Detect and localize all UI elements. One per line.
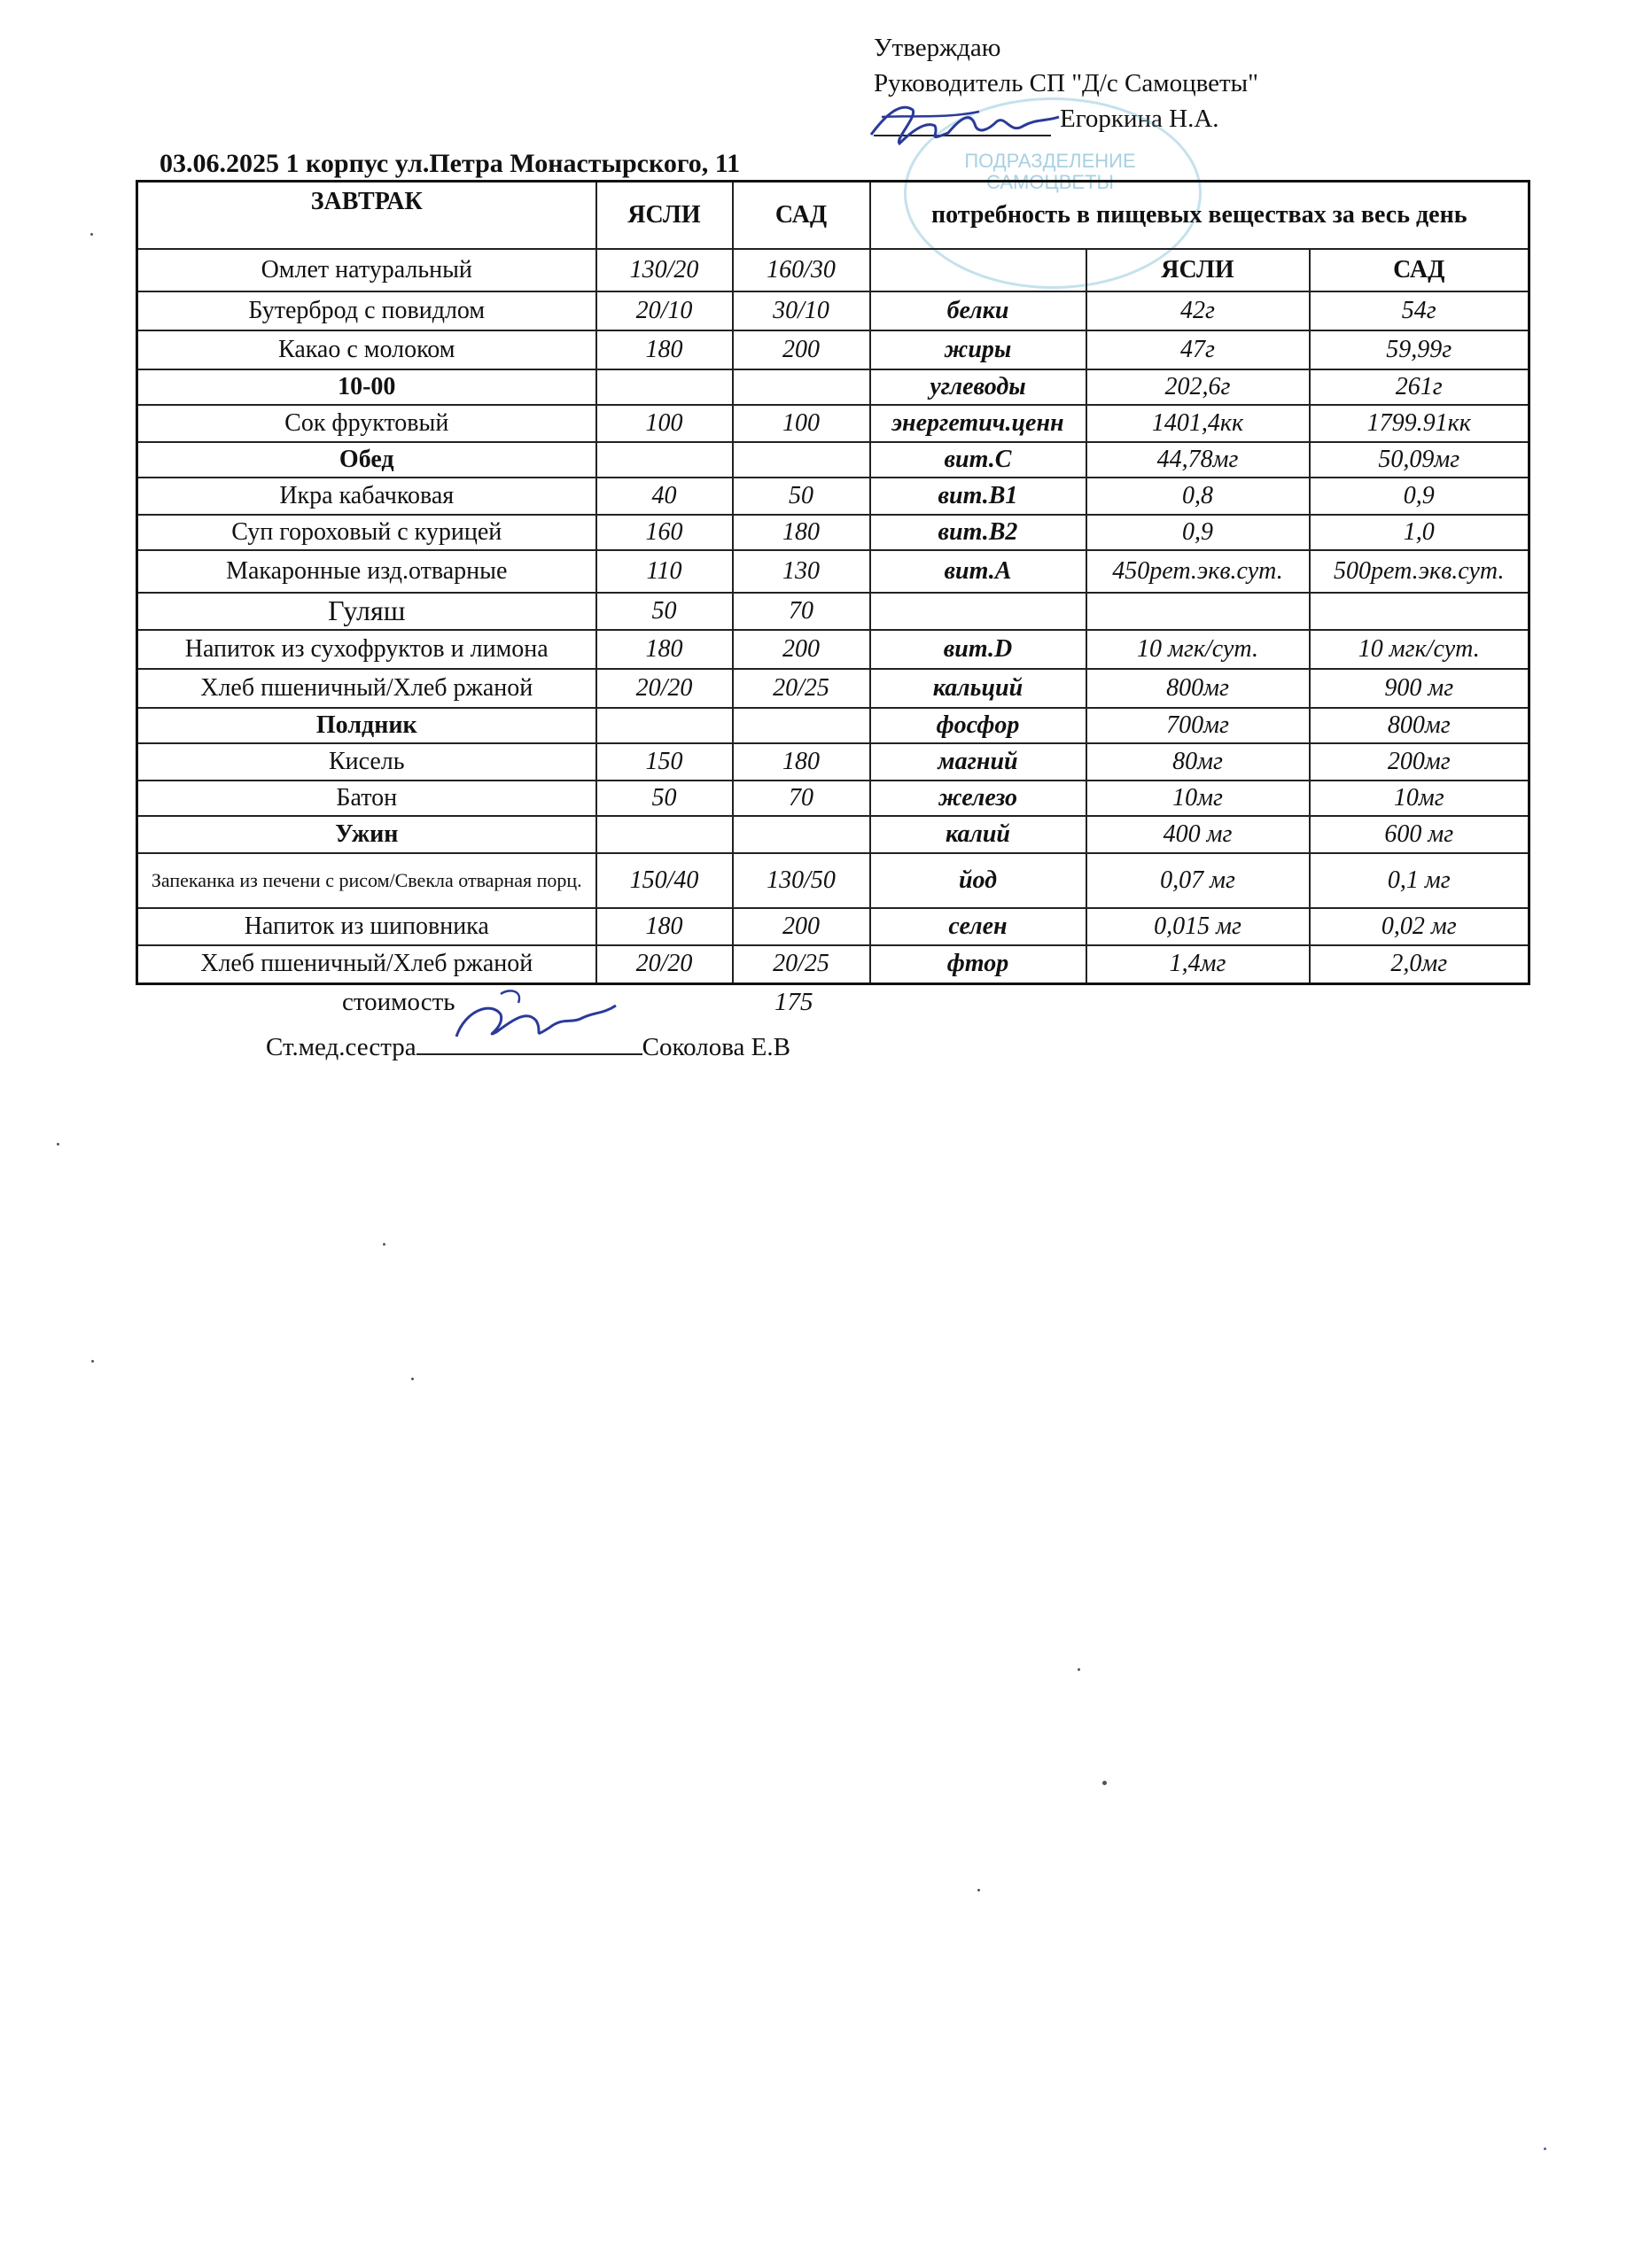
dish-name: Запеканка из печени с рисом/Свекла отварная порц.	[137, 853, 596, 908]
dish-name: Батон	[137, 781, 596, 816]
meal-section-label: Обед	[137, 442, 596, 478]
header-needs: потребность в пищевых веществах за весь день	[870, 182, 1529, 249]
portion-nursery: 40	[596, 478, 733, 515]
document-title: 03.06.2025 1 корпус ул.Петра Монастырского, 11	[160, 149, 741, 178]
nutrient-kindergarten: 59,99г	[1310, 330, 1529, 369]
nutrient-nursery: 400 мг	[1086, 816, 1310, 853]
dish-name: Макаронные изд.отварные	[137, 550, 596, 593]
portion-kindergarten: 20/25	[733, 669, 870, 708]
approval-title: Утверждаю	[874, 34, 1001, 62]
nutrient-nursery: 42г	[1086, 291, 1310, 330]
nutrient-kindergarten: 1799.91кк	[1310, 405, 1529, 442]
dish-name: Сок фруктовый	[137, 405, 596, 442]
portion-kindergarten: 200	[733, 908, 870, 945]
table-row	[137, 630, 1529, 669]
nutrient-name: жиры	[870, 330, 1086, 369]
nutrient-name: фосфор	[870, 708, 1086, 743]
nutrient-nursery: 700мг	[1086, 708, 1310, 743]
dish-name: Суп гороховый с курицей	[137, 515, 596, 550]
portion-kindergarten: 70	[733, 781, 870, 816]
nutrient-name	[870, 249, 1086, 291]
nutrient-nursery: 1401,4кк	[1086, 405, 1310, 442]
table-row	[137, 593, 1529, 630]
table-row	[137, 708, 1529, 743]
nurse-signature	[448, 983, 642, 1054]
portion-kindergarten: 200	[733, 330, 870, 369]
portion-kindergarten: 130/50	[733, 853, 870, 908]
table-row	[137, 550, 1529, 593]
portion-kindergarten: 130	[733, 550, 870, 593]
scan-speck	[411, 1378, 414, 1380]
nutrient-kindergarten: 0,1 мг	[1310, 853, 1529, 908]
portion-kindergarten: 20/25	[733, 945, 870, 984]
needs-subheader-nursery: ЯСЛИ	[1086, 249, 1310, 291]
nutrient-kindergarten: 54г	[1310, 291, 1529, 330]
scan-speck	[57, 1143, 59, 1146]
nutrient-kindergarten: 10мг	[1310, 781, 1529, 816]
nutrient-name: железо	[870, 781, 1086, 816]
portion-nursery	[596, 816, 733, 853]
nutrient-kindergarten	[1310, 593, 1529, 630]
portion-nursery: 110	[596, 550, 733, 593]
portion-nursery: 50	[596, 593, 733, 630]
nutrient-kindergarten: 261г	[1310, 369, 1529, 405]
portion-nursery: 20/20	[596, 669, 733, 708]
portion-nursery: 180	[596, 630, 733, 669]
nutrient-name: вит.С	[870, 442, 1086, 478]
table-row	[137, 669, 1529, 708]
nutrient-name: энергетич.ценн	[870, 405, 1086, 442]
nutrient-name: вит.D	[870, 630, 1086, 669]
table-row	[137, 405, 1529, 442]
nutrient-nursery: 10 мгк/сут.	[1086, 630, 1310, 669]
scan-speck	[977, 1889, 980, 1891]
nutrient-nursery: 202,6г	[1086, 369, 1310, 405]
dish-name: Омлет натуральный	[137, 249, 596, 291]
portion-kindergarten: 70	[733, 593, 870, 630]
needs-subheader-kindergarten: САД	[1310, 249, 1529, 291]
nutrient-name: магний	[870, 743, 1086, 781]
nutrient-kindergarten: 2,0мг	[1310, 945, 1529, 984]
nutrient-name	[870, 593, 1086, 630]
stamp-line-1: ПОДРАЗДЕЛЕНИЕ	[964, 150, 1136, 172]
nutrient-nursery: 44,78мг	[1086, 442, 1310, 478]
portion-kindergarten	[733, 708, 870, 743]
portion-nursery	[596, 369, 733, 405]
portion-kindergarten: 100	[733, 405, 870, 442]
table-row	[137, 442, 1529, 478]
portion-nursery: 50	[596, 781, 733, 816]
nurse-name: Соколова Е.В	[642, 1033, 790, 1061]
nutrient-kindergarten: 800мг	[1310, 708, 1529, 743]
meal-section-label: Полдник	[137, 708, 596, 743]
nutrient-kindergarten: 10 мгк/сут.	[1310, 630, 1529, 669]
portion-nursery: 150	[596, 743, 733, 781]
nutrient-nursery: 800мг	[1086, 669, 1310, 708]
table-row	[137, 291, 1529, 330]
meal-section-label: Ужин	[137, 816, 596, 853]
portion-kindergarten: 160/30	[733, 249, 870, 291]
portion-nursery: 20/10	[596, 291, 733, 330]
portion-nursery: 180	[596, 908, 733, 945]
approval-signer-name: Егоркина Н.А.	[1060, 105, 1219, 133]
header-kindergarten: САД	[733, 182, 870, 249]
portion-nursery: 180	[596, 330, 733, 369]
meal-section-label: 10-00	[137, 369, 596, 405]
portion-kindergarten: 180	[733, 515, 870, 550]
nutrient-name: вит.В1	[870, 478, 1086, 515]
nutrient-kindergarten: 500рет.экв.сут.	[1310, 550, 1529, 593]
table-row	[137, 515, 1529, 550]
scan-speck	[91, 1360, 94, 1363]
nutrient-kindergarten: 900 мг	[1310, 669, 1529, 708]
menu-table	[136, 180, 1530, 985]
nutrient-name: углеводы	[870, 369, 1086, 405]
nutrient-name: кальций	[870, 669, 1086, 708]
director-signature	[864, 99, 1068, 152]
dish-name: Икра кабачковая	[137, 478, 596, 515]
nutrient-nursery: 450рет.экв.сут.	[1086, 550, 1310, 593]
table-row	[137, 478, 1529, 515]
cost-value: 175	[774, 988, 813, 1016]
scan-speck	[1078, 1668, 1080, 1671]
nutrient-kindergarten: 0,02 мг	[1310, 908, 1529, 945]
table-row	[137, 853, 1529, 908]
scan-speck	[1544, 2148, 1546, 2150]
portion-kindergarten	[733, 816, 870, 853]
table-row	[137, 908, 1529, 945]
table-row	[137, 369, 1529, 405]
nutrient-kindergarten: 0,9	[1310, 478, 1529, 515]
nutrient-nursery: 0,07 мг	[1086, 853, 1310, 908]
scan-speck	[383, 1243, 385, 1246]
portion-nursery: 150/40	[596, 853, 733, 908]
portion-nursery: 100	[596, 405, 733, 442]
portion-kindergarten: 30/10	[733, 291, 870, 330]
portion-nursery	[596, 708, 733, 743]
portion-kindergarten	[733, 369, 870, 405]
portion-nursery: 130/20	[596, 249, 733, 291]
nutrient-name: фтор	[870, 945, 1086, 984]
dish-name: Хлеб пшеничный/Хлеб ржаной	[137, 945, 596, 984]
nutrient-kindergarten: 1,0	[1310, 515, 1529, 550]
nutrient-name: белки	[870, 291, 1086, 330]
portion-kindergarten	[733, 442, 870, 478]
nutrient-kindergarten: 200мг	[1310, 743, 1529, 781]
table-row	[137, 330, 1529, 369]
table-row	[137, 816, 1529, 853]
nutrient-nursery: 0,9	[1086, 515, 1310, 550]
nutrient-name: йод	[870, 853, 1086, 908]
header-meal: ЗАВТРАК	[137, 182, 596, 249]
table-header-row	[137, 182, 1529, 249]
portion-nursery: 160	[596, 515, 733, 550]
nutrient-name: селен	[870, 908, 1086, 945]
nurse-label: Ст.мед.сестра	[266, 1033, 416, 1061]
nutrient-nursery	[1086, 593, 1310, 630]
portion-nursery	[596, 442, 733, 478]
dish-name: Кисель	[137, 743, 596, 781]
stamp-line-2: САМОЦВЕТЫ	[985, 171, 1115, 193]
dish-name: Напиток из шиповника	[137, 908, 596, 945]
nutrient-name: калий	[870, 816, 1086, 853]
nutrient-kindergarten: 600 мг	[1310, 816, 1529, 853]
table-row	[137, 249, 1529, 291]
nutrient-nursery: 47г	[1086, 330, 1310, 369]
nutrient-name: вит.В2	[870, 515, 1086, 550]
portion-kindergarten: 200	[733, 630, 870, 669]
dish-name: Напиток из сухофруктов и лимона	[137, 630, 596, 669]
nutrient-nursery: 10мг	[1086, 781, 1310, 816]
nutrient-nursery: 0,8	[1086, 478, 1310, 515]
nutrient-nursery: 0,015 мг	[1086, 908, 1310, 945]
dish-name: Какао с молоком	[137, 330, 596, 369]
nutrient-name: вит.А	[870, 550, 1086, 593]
scan-speck	[1102, 1781, 1107, 1785]
portion-nursery: 20/20	[596, 945, 733, 984]
dish-name: Хлеб пшеничный/Хлеб ржаной	[137, 669, 596, 708]
portion-kindergarten: 180	[733, 743, 870, 781]
portion-kindergarten: 50	[733, 478, 870, 515]
nutrient-kindergarten: 50,09мг	[1310, 442, 1529, 478]
table-row	[137, 945, 1529, 984]
nutrient-nursery: 80мг	[1086, 743, 1310, 781]
scan-speck	[90, 233, 93, 236]
approval-position: Руководитель СП "Д/с Самоцветы"	[874, 69, 1258, 97]
table-body	[137, 249, 1529, 984]
dish-name: Гуляш	[137, 593, 596, 630]
header-nursery: ЯСЛИ	[596, 182, 733, 249]
table-row	[137, 781, 1529, 816]
table-row	[137, 743, 1529, 781]
nutrient-nursery: 1,4мг	[1086, 945, 1310, 984]
dish-name: Бутерброд с повидлом	[137, 291, 596, 330]
cost-label: стоимость	[342, 988, 455, 1016]
